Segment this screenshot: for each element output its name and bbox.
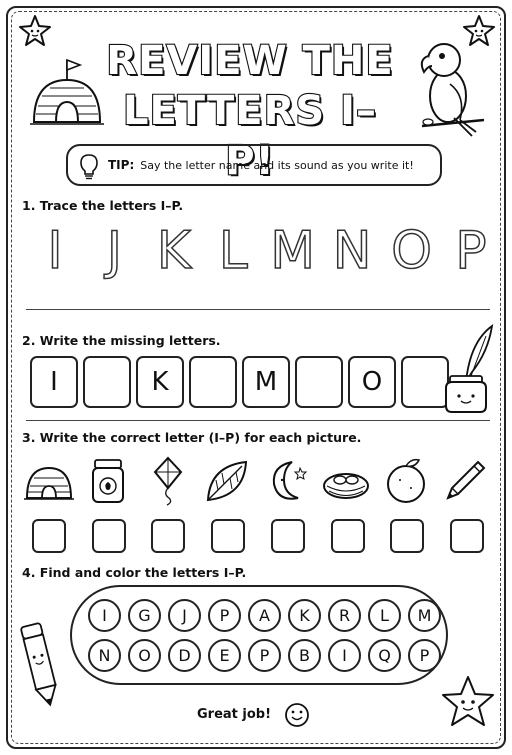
section-4-heading: 4. Find and color the letters I–P.: [22, 565, 247, 580]
answer-box[interactable]: [450, 519, 484, 553]
letters-row-2: [88, 639, 441, 672]
section-3-heading: 3. Write the correct letter (I–P) for each picture.: [22, 430, 362, 445]
letter-circle[interactable]: L: [368, 599, 401, 632]
answer-box[interactable]: [390, 519, 424, 553]
letter-circle[interactable]: G: [128, 599, 161, 632]
pencil-icon: [440, 456, 490, 506]
answer-box[interactable]: [32, 519, 66, 553]
trace-letter[interactable]: I: [47, 221, 63, 281]
nest-icon: [321, 456, 371, 506]
pictures-row: [24, 456, 490, 506]
letter-box: K: [136, 356, 184, 408]
letter-box[interactable]: [83, 356, 131, 408]
missing-letters-row: [30, 356, 449, 408]
trace-letter[interactable]: P: [455, 221, 487, 281]
leaf-icon: [202, 456, 252, 506]
letter-circle[interactable]: R: [328, 599, 361, 632]
letter-circle[interactable]: O: [128, 639, 161, 672]
letter-circle[interactable]: D: [168, 639, 201, 672]
answer-box[interactable]: [151, 519, 185, 553]
trace-letter[interactable]: K: [156, 221, 191, 281]
trace-letter[interactable]: O: [391, 221, 432, 281]
letter-circle[interactable]: P: [208, 599, 241, 632]
tip-text: Say the letter name and its sound as you write it!: [140, 158, 414, 172]
letter-circle[interactable]: P: [408, 639, 441, 672]
answer-boxes-row: [32, 519, 484, 553]
star-icon: [18, 14, 52, 48]
section-1-heading: 1. Trace the letters I–P.: [22, 198, 184, 213]
letter-circle[interactable]: B: [288, 639, 321, 672]
answer-box[interactable]: [331, 519, 365, 553]
answer-box[interactable]: [211, 519, 245, 553]
star-mascot-icon: [440, 674, 496, 730]
letter-circle[interactable]: I: [88, 599, 121, 632]
title-line-1: REVIEW THE: [106, 38, 394, 84]
letter-circle[interactable]: Q: [368, 639, 401, 672]
igloo-icon: [24, 456, 74, 506]
title-line-2: LETTERS I–P!: [122, 88, 378, 184]
tip-label: TIP:: [108, 158, 135, 172]
letter-circle[interactable]: N: [88, 639, 121, 672]
letter-box: M: [242, 356, 290, 408]
letter-circle[interactable]: I: [328, 639, 361, 672]
parrot-icon: [414, 38, 488, 138]
great-job-text: Great job!: [197, 707, 272, 722]
section-divider: [26, 309, 490, 310]
lightbulb-icon: [78, 152, 100, 180]
letter-circle[interactable]: A: [248, 599, 281, 632]
answer-box[interactable]: [271, 519, 305, 553]
letter-box[interactable]: [189, 356, 237, 408]
jam-jar-icon: [83, 456, 133, 506]
trace-letter[interactable]: M: [270, 221, 316, 281]
letter-circle[interactable]: E: [208, 639, 241, 672]
igloo-icon: [30, 56, 104, 132]
letter-box[interactable]: [295, 356, 343, 408]
pencil-mascot-icon: [20, 618, 60, 710]
letter-circle[interactable]: P: [248, 639, 281, 672]
letter-box: O: [348, 356, 396, 408]
trace-letter[interactable]: N: [332, 221, 372, 281]
orange-icon: [381, 456, 431, 506]
letter-box: I: [30, 356, 78, 408]
smiley-face-icon: [284, 702, 310, 728]
ink-quill-icon: [440, 322, 496, 414]
trace-letter[interactable]: J: [106, 221, 123, 281]
moon-icon: [262, 456, 312, 506]
letters-row-1: [88, 599, 441, 632]
letter-circle[interactable]: M: [408, 599, 441, 632]
section-2-heading: 2. Write the missing letters.: [22, 333, 221, 348]
trace-letters-row: [28, 222, 498, 280]
kite-icon: [143, 456, 193, 506]
letter-circle[interactable]: J: [168, 599, 201, 632]
section-divider: [26, 420, 490, 421]
letter-circle[interactable]: K: [288, 599, 321, 632]
answer-box[interactable]: [92, 519, 126, 553]
trace-letter[interactable]: L: [218, 221, 248, 281]
tip-box: [66, 144, 442, 186]
